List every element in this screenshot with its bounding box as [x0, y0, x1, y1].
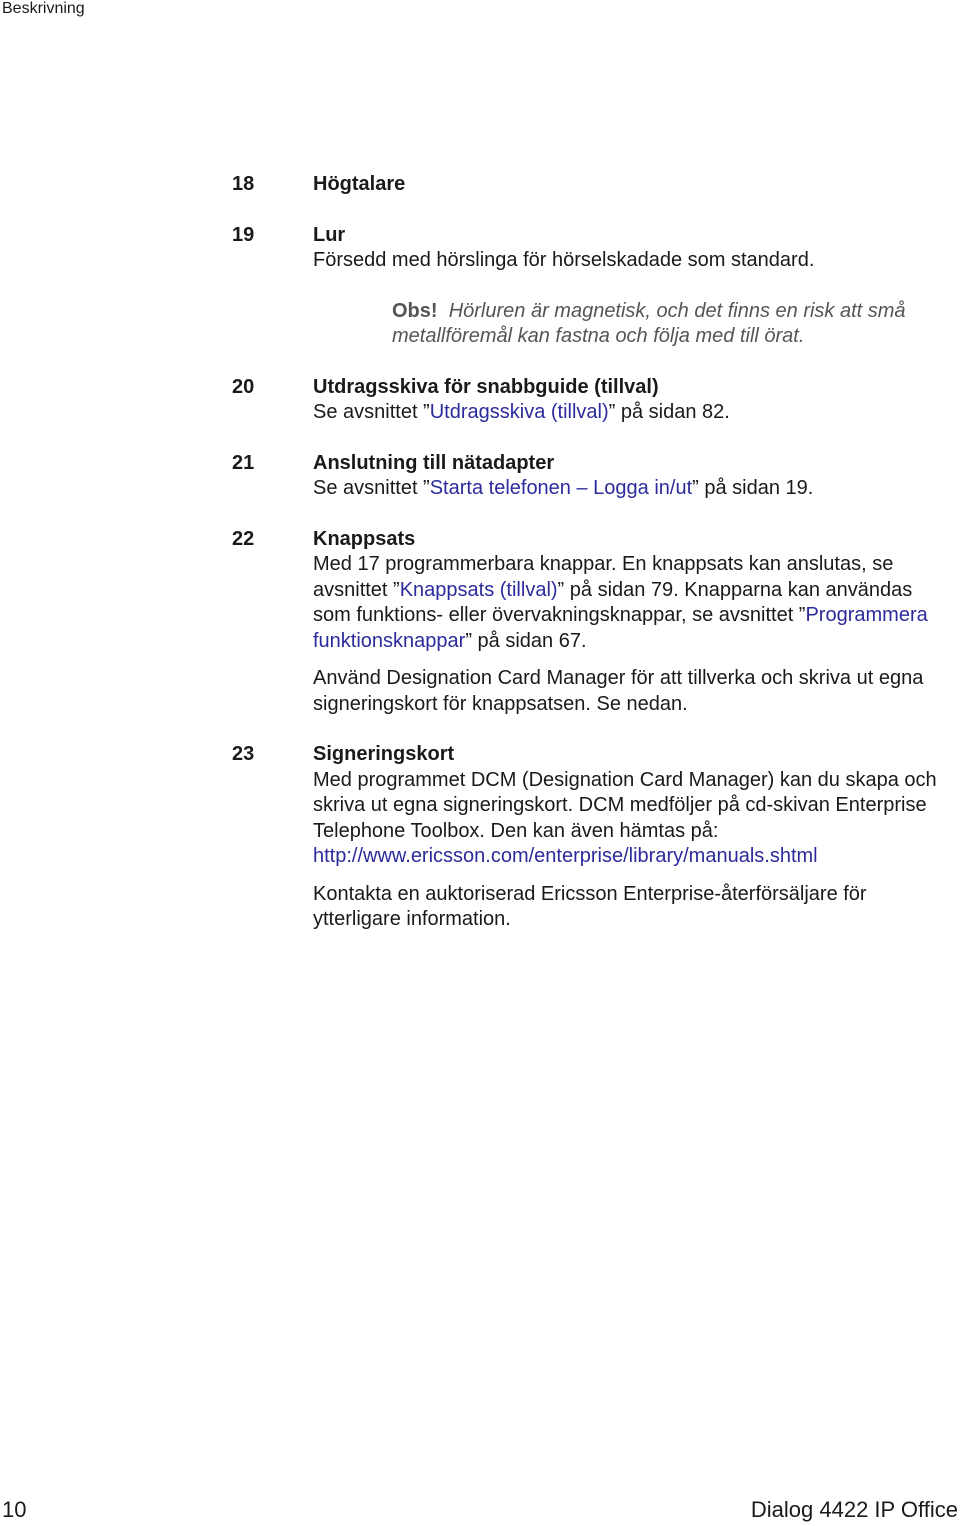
text-fragment: ” på sidan 19.	[692, 477, 814, 499]
item-description: Kontakta en auktoriserad Ericsson Enterprise-återförsäljare för ytterligare information.	[313, 882, 867, 930]
item-number: 19	[232, 223, 255, 246]
item-title: Lur	[313, 223, 346, 246]
item-19	[232, 223, 954, 350]
note	[392, 299, 954, 350]
item-list	[232, 172, 954, 933]
cross-reference-link[interactable]: Utdragsskiva (tillval)	[429, 401, 609, 423]
item-description: Försedd med hörslinga för hörselskadade som standard.	[313, 249, 815, 271]
item-description	[313, 476, 954, 502]
item-title: Anslutning till nätadapter	[313, 451, 555, 474]
item-number: 23	[232, 743, 255, 765]
text-fragment: ” på sidan 79. Knapparna kan användas som funktions- eller övervakningsknappar, se avsnittet ”	[313, 578, 913, 626]
item-number: 20	[232, 375, 255, 398]
item-number: 21	[232, 451, 255, 474]
text-fragment: ” på sidan 67.	[465, 629, 587, 652]
item-description: Använd Designation Card Manager för att tillverka och skriva ut egna signeringskort för knappsatsen. Se nedan.	[313, 667, 924, 715]
cross-reference-link[interactable]: Knappsats (tillval)	[399, 578, 558, 601]
item-title: Utdragsskiva för snabbguide (tillval)	[313, 375, 659, 398]
item-number: 18	[232, 173, 255, 195]
text-fragment: Se avsnittet ”	[313, 477, 430, 499]
page-number: 10	[2, 1497, 27, 1522]
text-fragment: Med programmet DCM (Designation Card Manager) kan du skapa och skriva ut egna signeringskort. DCM medföljer på cd-skivan Enterprise Telephone Toolbox. Den kan även hämtas på:	[313, 768, 937, 842]
cross-reference-link[interactable]: Programmera funktionsknappar	[313, 604, 928, 652]
item-description	[313, 400, 954, 426]
running-header: Beskrivning	[2, 0, 85, 17]
item-title: Knappsats	[313, 527, 416, 550]
text-fragment: ” på sidan 82.	[608, 401, 730, 423]
item-18	[232, 172, 954, 198]
item-title: Högtalare	[313, 173, 406, 195]
item-description	[313, 552, 954, 654]
cross-reference-link[interactable]: Starta telefonen – Logga in/ut	[429, 477, 693, 499]
item-title: Signeringskort	[313, 743, 455, 765]
note-text: Hörluren är magnetisk, och det finns en risk att små metallföremål kan fastna och följa med till örat.	[392, 299, 906, 347]
item-number: 22	[232, 527, 255, 550]
item-23	[232, 742, 954, 933]
note-label: Obs!	[392, 299, 438, 322]
text-fragment: Se avsnittet ”	[313, 401, 430, 423]
document-title: Dialog 4422 IP Office	[750, 1497, 958, 1522]
item-21	[232, 451, 954, 502]
download-url-link[interactable]: http://www.ericsson.com/enterprise/library/manuals.shtml	[313, 845, 818, 867]
text-fragment: Med 17 programmerbara knappar. En knappsats kan anslutas, se avsnittet ”	[313, 553, 894, 601]
item-description	[313, 768, 954, 870]
item-20	[232, 375, 954, 426]
item-22	[232, 527, 954, 718]
